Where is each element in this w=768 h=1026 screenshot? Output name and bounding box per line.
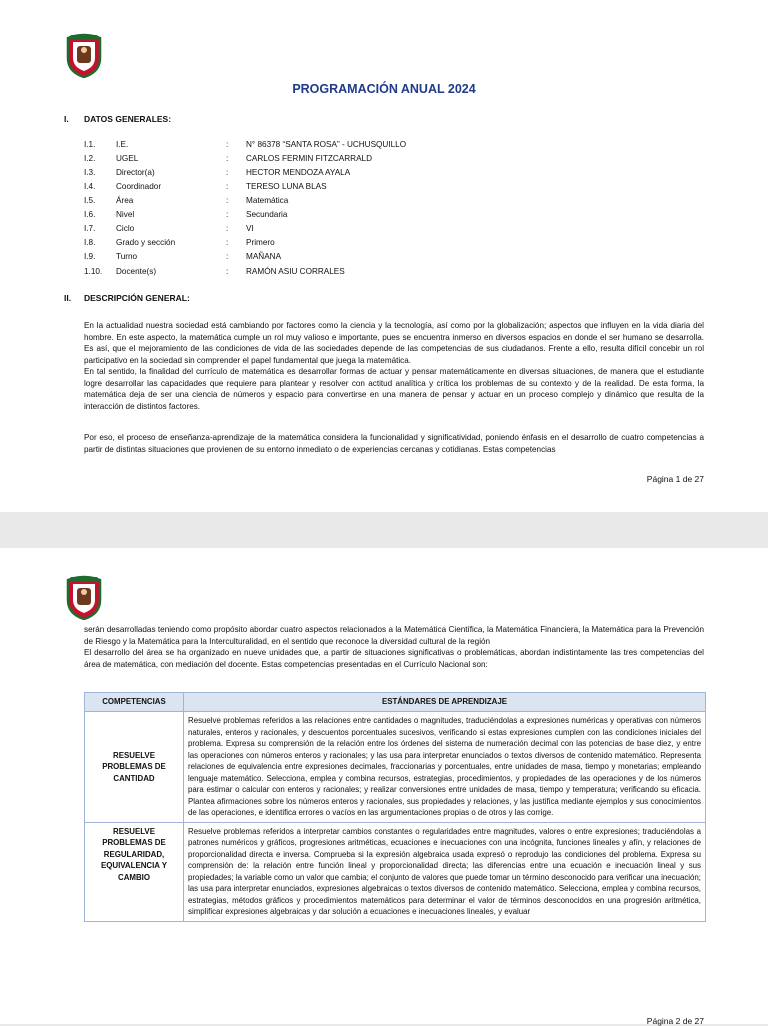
- estandar-cell: Resuelve problemas referidos a las relaciones entre cantidades o magnitudes, traduciéndolas a expresiones numéricas y operativas con números naturales, enteros y racionales, y descuentos porcentuales sucesivos, verificando si estas expresiones cumplen con las condiciones iniciales del problema. Expresa su comprensión de la relación entre los órdenes del sistema de numeración decimal con las potencias de base diez, y entre las operaciones con números enteros y racionales; y las usa para interpretar enunciados o textos diversos de contenido matemático. Representa relaciones de equivalencia entre expresiones decimales, fraccionarias y porcentuales, entre unidades de masa, tiempo y monetarias; empleando lenguaje matemático. Selecciona, emplea y combina recursos, estrategias, procedimientos, y propiedades de las operaciones y de los números para estimar o calcular con enteros y racionales; y realizar conversiones entre unidades de masa, tiempo y temperatura; verificando su eficacia. Plantea afirmaciones sobre los números enteros y racionales, sus propiedades y relaciones, y las justifica mediante ejemplos y sus conocimientos de las operaciones, e identifica errores o vacíos en las argumentaciones propias o de otros y las corrige.: [184, 712, 706, 823]
- datos-colon: :: [226, 224, 229, 233]
- datos-num: I.1.: [84, 140, 96, 149]
- section-number: II.: [64, 293, 72, 303]
- school-crest-logo: [64, 32, 104, 78]
- table-header-row: [85, 693, 706, 712]
- section-heading-datos-generales: [64, 114, 171, 124]
- column-header-estandares: ESTÁNDARES DE APRENDIZAJE: [184, 693, 706, 712]
- datos-label: Nivel: [116, 210, 135, 219]
- datos-value: RAMÓN ASIU CORRALES: [246, 267, 345, 276]
- page-number: Página 1 de 27: [646, 474, 704, 484]
- column-header-competencias: COMPETENCIAS: [85, 693, 184, 712]
- datos-num: I.6.: [84, 210, 96, 219]
- paragraph: serán desarrolladas teniendo como propósito abordar cuatro aspectos relacionados a la Matemática Científica, la Matemática Financiera, la Matemática para la Prevención de Riesgo y la Matemática para la Interculturalidad, en el sentido que reconoce la diversidad cultural de la región: [84, 625, 704, 646]
- datos-colon: :: [226, 210, 229, 219]
- table-row: [85, 822, 706, 921]
- datos-value: Primero: [246, 238, 275, 247]
- datos-label: Director(a): [116, 168, 155, 177]
- paragraph: En la actualidad nuestra sociedad está cambiando por factores como la ciencia y la tecnología, así como por la globalización; aspectos que influyen en la vida diaria del hombre. En este aspecto, la matemática cumple un rol muy valioso e importante, pues se encuentra inmerso en diversos espacios en donde el ser humano se desarrolla. Es así, que el mejoramiento de las condiciones de vida de las sociedades depende de las competencias de sus ciudadanos. Frente a ello, resulta difícil concebir un rol participativo en la sociedad sin comprender el papel fundamental que juega la matemática.: [84, 321, 704, 365]
- datos-value: Secundaria: [246, 210, 288, 219]
- datos-colon: :: [226, 168, 229, 177]
- datos-colon: :: [226, 140, 229, 149]
- datos-label: Turno: [116, 252, 138, 261]
- datos-num: I.5.: [84, 196, 96, 205]
- datos-value: HECTOR MENDOZA AYALA: [246, 168, 351, 177]
- datos-label: Área: [116, 196, 134, 205]
- paragraph: Por eso, el proceso de enseñanza-aprendizaje de la matemática considera la funcionalidad y significatividad, poniendo énfasis en el desarrollo de cuatro competencias a partir de distintas situaciones que provienen de su entorno inmediato o de experiencias cercanas y cotidianas. Estas competencias: [84, 433, 704, 454]
- document-page-2: [0, 548, 768, 1024]
- datos-num: I.2.: [84, 154, 96, 163]
- datos-num: I.8.: [84, 238, 96, 247]
- section-number: I.: [64, 114, 69, 124]
- datos-num: I.7.: [84, 224, 96, 233]
- datos-value: Matemática: [246, 196, 289, 205]
- estandar-cell: Resuelve problemas referidos a interpretar cambios constantes o regularidades entre magnitudes, valores o entre expresiones; traduciéndolas a patrones numéricos y gráficos, progresiones aritméticas, ecuaciones e inecuaciones con una incógnita, funciones lineales y afín, y relaciones de proporcionalidad directa e inversa. Comprueba si la expresión algebraica usada expresó o reprodujo las condiciones del problema. Expresa su comprensión de: la relación entre función lineal y proporcionalidad directa; las diferencias entre una ecuación e inecuación lineal y sus propiedades; la variable como un valor que cambia; el conjunto de valores que puede tomar un término desconocido para verificar una inecuación; las usa para interpretar enunciados, expresiones algebraicas o textos diversos de contenido matemático. Selecciona, emplea y combina recursos, estrategias, métodos gráficos y procedimientos matemáticos para determinar el valor de términos desconocidos en una progresión aritmética, simplificar expresiones algebraicas y dar solución a ecuaciones e inecuaciones lineales, y evaluar: [184, 822, 706, 921]
- datos-num: 1.10.: [84, 267, 103, 276]
- datos-colon: :: [226, 238, 229, 247]
- school-crest-logo: [64, 574, 104, 620]
- competencias-table: [84, 692, 706, 922]
- datos-colon: :: [226, 196, 229, 205]
- paragraph: El desarrollo del área se ha organizado en nueve unidades que, a partir de situaciones significativas o problemáticas, abordan indistintamente las tres competencias del área de matemática, con mediación del docente. Estas competencias presentadas en el Currículo Nacional son:: [84, 648, 704, 669]
- datos-label: Docente(s): [116, 267, 157, 276]
- competencia-cell: RESUELVE PROBLEMAS DE CANTIDAD: [85, 712, 184, 823]
- datos-colon: :: [226, 252, 229, 261]
- datos-label: Grado y sección: [116, 238, 176, 247]
- datos-num: I.3.: [84, 168, 96, 177]
- datos-label: Coordinador: [116, 182, 162, 191]
- datos-colon: :: [226, 182, 229, 191]
- competencia-cell: RESUELVE PROBLEMAS DE REGULARIDAD, EQUIVALENCIA Y CAMBIO: [85, 822, 184, 921]
- datos-value: VI: [246, 224, 254, 233]
- datos-num: I.4.: [84, 182, 96, 191]
- paragraph: En tal sentido, la finalidad del currículo de matemática es desarrollar formas de actuar y pensar matemáticamente en diversas situaciones, de manera que el estudiante logre desarrollar las capacidades que requiere para plantear y resolver con actitud analítica y crítica los problemas de su contexto y de la realidad. De esta forma, la matemática deja de ser una ciencia de números y espacio para convertirse en una manera de pensar y actuar en un proceso complejo y dinámico que resulta de la interacción de distintos factores.: [84, 367, 704, 411]
- datos-label: UGEL: [116, 154, 139, 163]
- datos-colon: :: [226, 154, 229, 163]
- datos-value: N° 86378 “SANTA ROSA” - UCHUSQUILLO: [246, 140, 407, 149]
- datos-label: Ciclo: [116, 224, 135, 233]
- datos-value: CARLOS FERMIN FITZCARRALD: [246, 154, 373, 163]
- datos-value: MAÑANA: [246, 252, 282, 261]
- document-title: PROGRAMACIÓN ANUAL 2024: [292, 82, 476, 96]
- section-title: DATOS GENERALES:: [84, 114, 172, 124]
- section-heading-descripcion-general: [64, 293, 190, 303]
- datos-num: I.9.: [84, 252, 96, 261]
- table-row: [85, 712, 706, 823]
- section-title: DESCRIPCIÓN GENERAL:: [84, 293, 190, 303]
- page-number: Página 2 de 27: [646, 1016, 704, 1026]
- datos-label: I.E.: [116, 140, 129, 149]
- datos-colon: :: [226, 267, 229, 276]
- document-page-1: [0, 0, 768, 512]
- datos-value: TERESO LUNA BLAS: [246, 182, 327, 191]
